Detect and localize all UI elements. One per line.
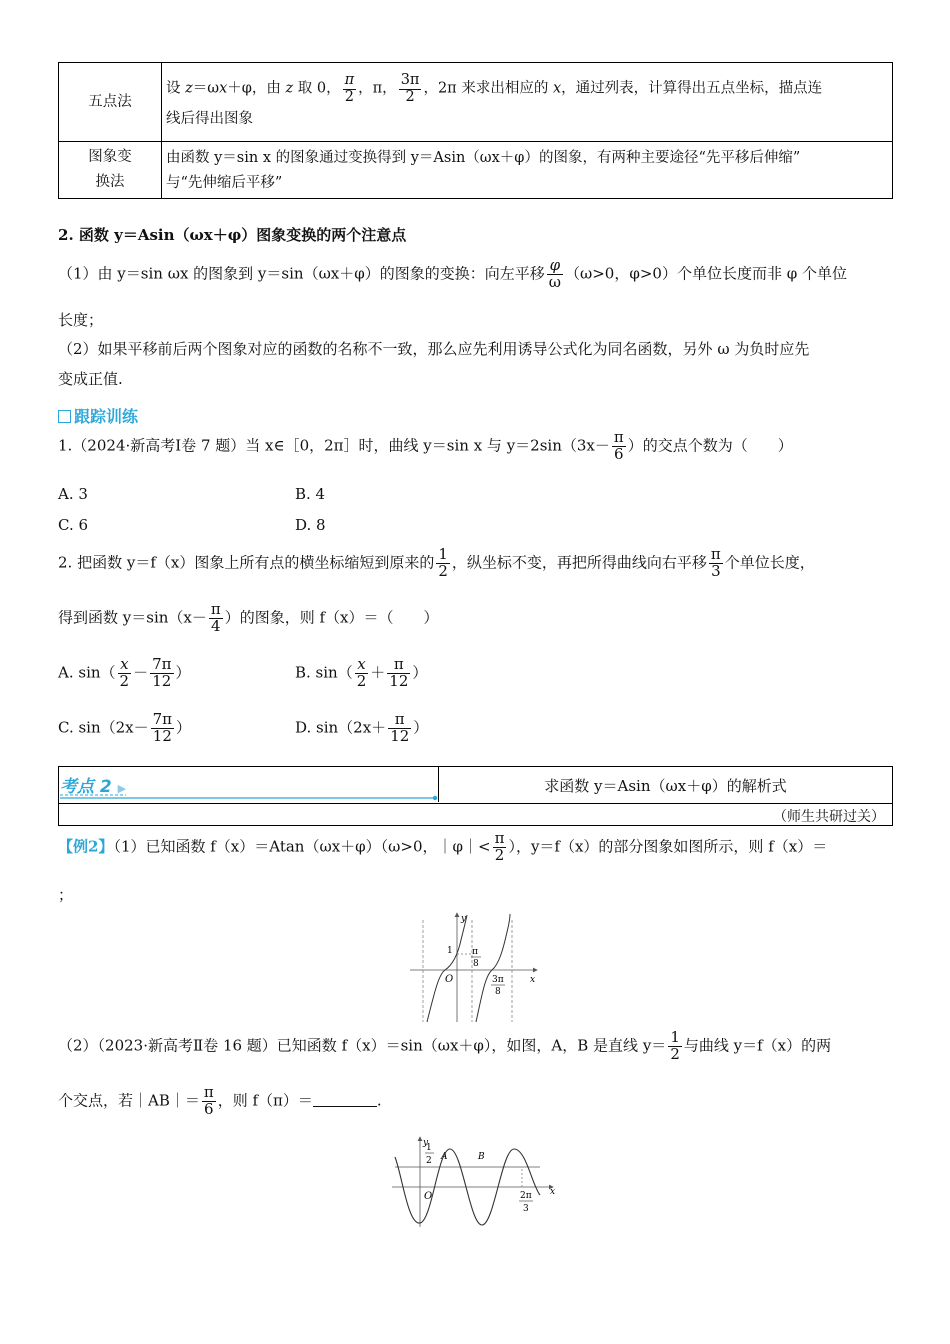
- fig2-3-label: 3: [523, 1204, 529, 1214]
- example-2-part-2-cont: 个交点，若｜AB｜＝ $\frac{\pi}{6}$ ，则 f（π）＝ .: [58, 1083, 382, 1118]
- fig2-2pi-label: 2π: [520, 1191, 532, 1201]
- point-a-label: A: [441, 1152, 448, 1162]
- tangent-graph-figure: [405, 910, 545, 1025]
- section-2-point-2: （2）如果平移前后两个图象对应的函数的名称不一致，那么应先利用诱导公式化为同名函数，另外 ω 为负时应先: [58, 340, 810, 358]
- q1-option-b: B. 4: [295, 485, 326, 503]
- method-table: [58, 62, 893, 199]
- follow-practice-heading: 跟踪训练: [58, 404, 138, 427]
- fig1-3pi-label: 3π: [492, 975, 504, 985]
- five-point-content: 设 z＝ωx＋φ，由 z 取 0， $\frac{\pi}{2}$ ，π， $\frac{3\pi}{2}$ ，2π 来求出相应的 x，通过列表，计算得出五点坐标，描点连 线后得出图象: [162, 63, 893, 142]
- topic-2-header: [58, 766, 893, 827]
- fig1-origin-label: O: [445, 974, 454, 985]
- q2-option-c: C. sin（2x－ $\frac{7\pi}{12}$ ）: [58, 710, 192, 745]
- example-2-part-1-semicolon: ；: [58, 886, 74, 904]
- sine-graph-figure: [390, 1135, 560, 1230]
- fig1-one-label: 1: [447, 946, 453, 956]
- transform-content: 由函数 y＝sin x 的图象通过变换得到 y＝Asin（ωx＋φ）的图象，有两种主要途径“先平移后伸缩” 与“先伸缩后平移”: [162, 142, 893, 199]
- transform-head: 图象变 换法: [59, 142, 162, 199]
- topic-note-box: [58, 803, 893, 826]
- topic-note: （师生共研过关）: [773, 809, 885, 825]
- fig2-y-label: y: [423, 1138, 429, 1148]
- topic-underline: [58, 792, 440, 802]
- q2-option-a: A. sin（ $\frac{x}{2}$ － $\frac{7\pi}{12}$ ）: [58, 655, 191, 690]
- topic-title: 求函数 y＝Asin（ωx＋φ）的解析式: [544, 777, 787, 795]
- topic-badge: 考点 2 ▶: [60, 777, 127, 797]
- q1-option-a: A. 3: [58, 485, 88, 503]
- example-tag: 【例2】: [58, 837, 114, 856]
- q1-option-c: C. 6: [58, 516, 89, 534]
- fig1-8-label: 8: [473, 959, 479, 969]
- answer-blank: [313, 1092, 377, 1107]
- q2-option-d: D. sin（2x＋ $\frac{\pi}{12}$ ）: [295, 710, 429, 745]
- question-1-stem: 1.（2024·新高考Ⅰ卷 7 题）当 x∈［0，2π］时，曲线 y＝sin x 与 y＝2sin（3x－ $\frac{\pi}{6}$ ）的交点个数为（ ）: [58, 428, 793, 463]
- question-2-stem-cont: 得到函数 y＝sin（x－ $\frac{\pi}{4}$ ）的图象，则 f（x）＝（ ）: [58, 600, 439, 635]
- fig2-two-label: 2: [426, 1156, 432, 1166]
- q1-option-d: D. 8: [295, 516, 326, 534]
- question-2-stem: 2. 把函数 y＝f（x）图象上所有点的横坐标缩短到原来的 $\frac{1}{2}$ ，纵坐标不变，再把所得曲线向右平移 $\frac{\pi}{3}$ 个单位长度，: [58, 545, 815, 580]
- fig2-origin-label: O: [424, 1191, 433, 1202]
- tangent-branch-2: [476, 914, 510, 1022]
- section-2-point-2-cont: 变成正值.: [58, 370, 123, 388]
- five-point-head: 五点法: [59, 63, 162, 142]
- example-2-part-1: 【例2】（1）已知函数 f（x）＝Atan（ωx＋φ）（ω>0，｜φ｜< $\frac{\pi}{2}$ ），y＝f（x）的部分图象如图所示，则 f（x）＝: [58, 829, 828, 864]
- section-2-point-1: （1）由 y＝sin ωx 的图象到 y＝sin（ωx＋φ）的图象的变换：向左平移 $\frac{\varphi}{\omega}$ （ω>0，φ>0）个单位长度而非 φ 个单位: [58, 256, 847, 291]
- example-2-part-2: （2）（2023·新高考Ⅱ卷 16 题）已知函数 f（x）＝sin（ωx＋φ），如图，A，B 是直线 y＝ $\frac{1}{2}$ 与曲线 y＝f（x）的两: [58, 1028, 832, 1063]
- fig2-x-label: x: [550, 1187, 556, 1197]
- triangle-icon: ▶: [117, 782, 127, 795]
- checkbox-icon: [58, 410, 71, 423]
- tangent-branch-1: [427, 915, 467, 1022]
- section-2-title: 2. 函数 y＝Asin（ωx＋φ）图象变换的两个注意点: [58, 226, 407, 244]
- fig2-one-label: 1: [426, 1143, 432, 1153]
- fig1-pi-label: π: [472, 947, 478, 957]
- point-b-label: B: [478, 1152, 485, 1162]
- q2-option-b: B. sin（ $\frac{x}{2}$ ＋ $\frac{\pi}{12}$ ）: [295, 655, 428, 690]
- fig1-y-label: y: [461, 914, 467, 924]
- fig1-8b-label: 8: [495, 987, 501, 997]
- section-2-point-1-cont: 长度；: [58, 311, 104, 329]
- fig1-x-label: x: [530, 975, 536, 985]
